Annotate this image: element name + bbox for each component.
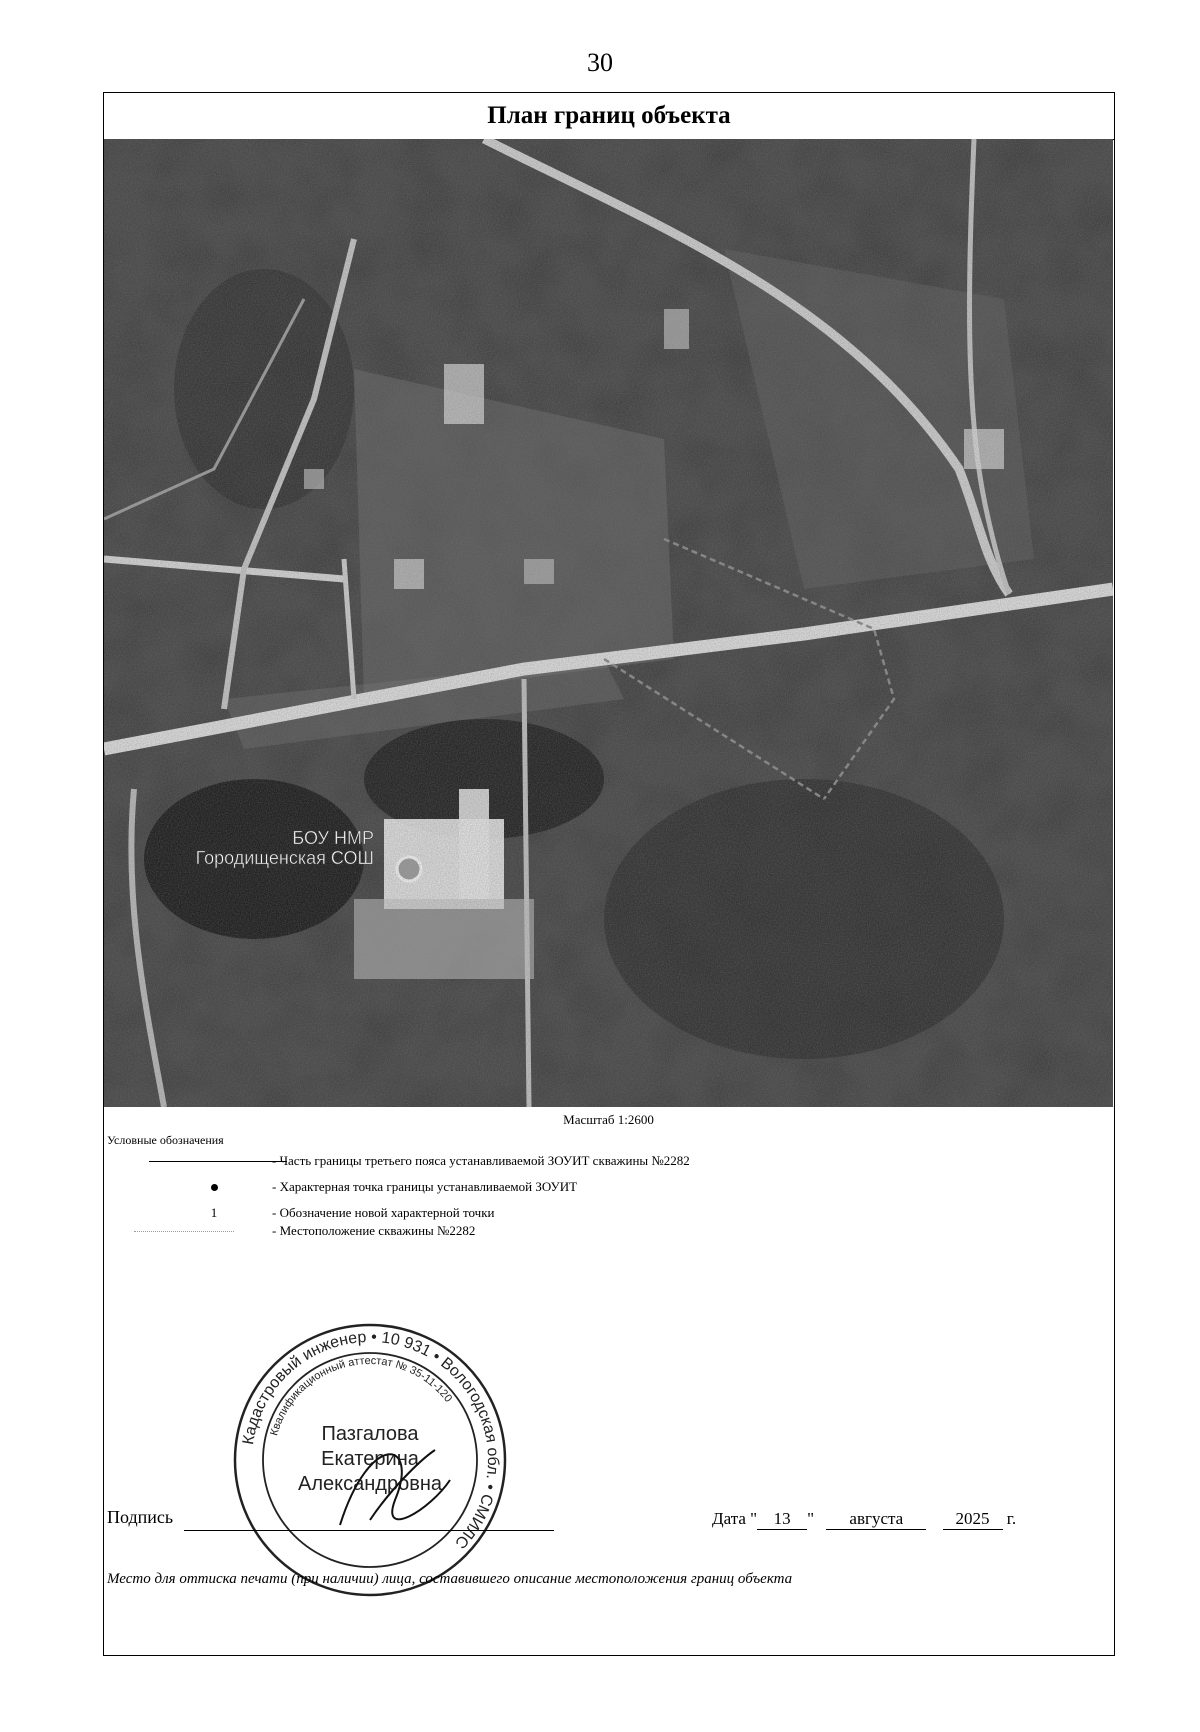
legend-dotted-symbol (159, 1223, 269, 1232)
legend-number-symbol: 1 (210, 1205, 218, 1220)
map-scale: Масштаб 1:2600 (563, 1112, 654, 1127)
stamp-outer-text: Кадастровый инженер • 10 931 • Вологодская обл. • СМИЛС (240, 1328, 502, 1552)
stamp-place-note: Место для оттиска печати (при наличии) лица, составившего описание местоположения границ объекта (107, 1571, 793, 1587)
map-image (104, 139, 1113, 1107)
signature-line (184, 1530, 554, 1531)
date-field (712, 1509, 1016, 1530)
seal-stamp (220, 1310, 520, 1610)
date-quote-close: " (807, 1509, 815, 1528)
date-year: 2025 (943, 1509, 1003, 1530)
satellite-map (104, 139, 1113, 1107)
page-title: План границ объекта (104, 93, 1114, 140)
signature-label: Подпись (107, 1507, 174, 1527)
legend-dot-symbol (159, 1179, 269, 1195)
map-label-line2: Городищенская СОШ (195, 848, 374, 868)
map-label-line1: БОУ НМР (292, 828, 374, 848)
date-day: 13 (757, 1509, 807, 1530)
legend-item-text: - Характерная точка границы устанавливаемой ЗОУИТ (272, 1179, 578, 1194)
date-month: августа (826, 1509, 926, 1530)
legend-item-text: - Обозначение новой характерной точки (272, 1205, 495, 1220)
stamp-name-line2: Екатерина (321, 1448, 419, 1470)
stamp-name-line3: Александровна (298, 1473, 442, 1495)
legend-item-text: - Часть границы третьего пояса устанавливаемой ЗОУИТ скважины №2282 (272, 1153, 690, 1168)
legend-item-text: - Местоположение скважины №2282 (272, 1223, 476, 1238)
legend-line-symbol (159, 1153, 269, 1162)
date-year-suffix: г. (1006, 1509, 1017, 1528)
page-number: 30 (587, 48, 613, 77)
date-quote-open: " (750, 1509, 758, 1528)
date-label: Дата (712, 1509, 746, 1528)
legend-title: Условные обозначения (107, 1133, 224, 1147)
stamp-inner-text: Квалификационный аттестат № 35-11-120 (268, 1354, 455, 1438)
stamp-name-line1: Пазгалова (321, 1423, 419, 1445)
document-frame (103, 92, 1115, 1656)
